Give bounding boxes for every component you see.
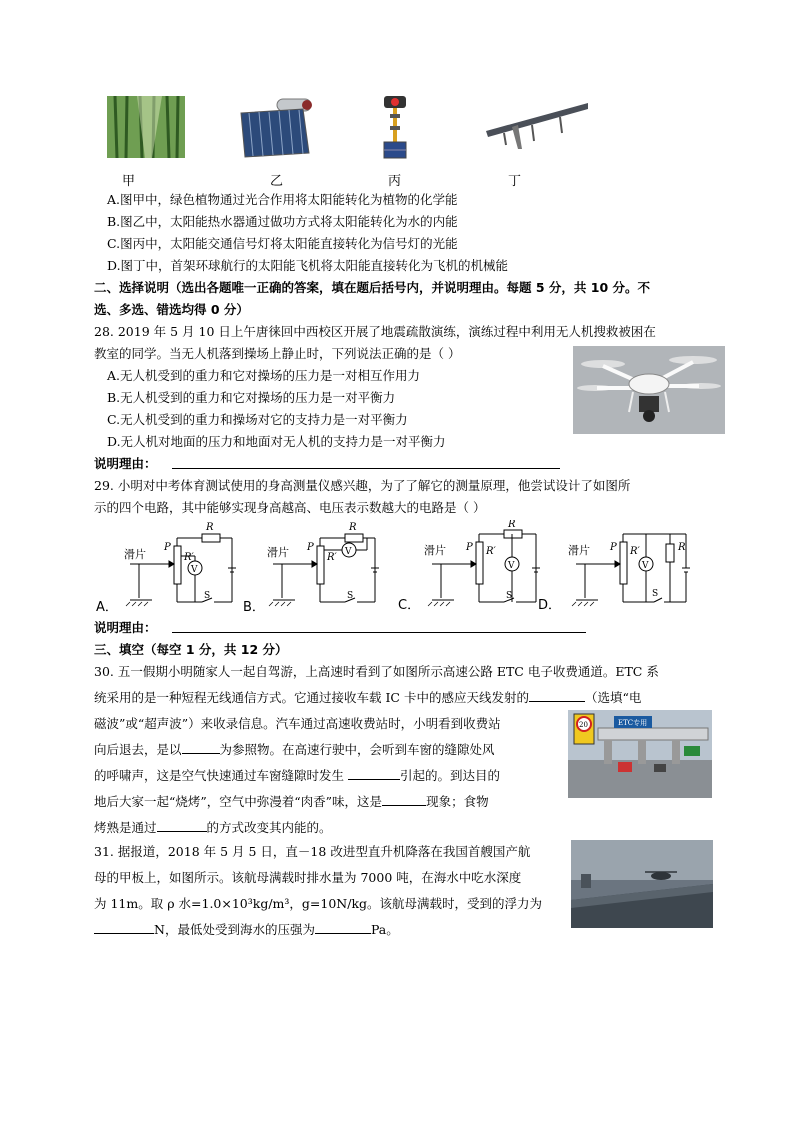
q29-line1: 29. 小明对中考体育测试使用的身高测量仪感兴趣，为了了解它的测量原理，他尝试设计了如图所 (94, 478, 631, 493)
q27-option-a: A.图甲中，绿色植物通过光合作用将太阳能转化为植物的化学能 (107, 192, 458, 207)
circuit-label-s: S (506, 591, 513, 601)
circuit-label-s: S (652, 589, 659, 599)
caption-jia: 甲 (122, 174, 136, 189)
circuit-label-s: S (347, 591, 354, 601)
q30-blank-4[interactable] (382, 792, 426, 806)
caption-bing: 丙 (388, 174, 402, 189)
circuit-option-d: D． (538, 598, 562, 613)
circuit-a (124, 522, 236, 606)
circuit-label-v: V (345, 547, 352, 557)
q30-line5 (94, 766, 500, 786)
circuit-label-v: V (508, 561, 515, 571)
q30-line2 (94, 688, 641, 708)
q28-option-c: C.无人机受到的重力和操场对它的支持力是一对平衡力 (107, 412, 408, 427)
circuit-label-r: R (678, 542, 686, 553)
q30-line7b-text: 的方式改变其内能的。 (206, 820, 332, 835)
caption-ding: 丁 (508, 174, 522, 189)
circuit-label-r: R (508, 520, 516, 530)
q30-line4a-text: 向后退去，是以 (94, 742, 182, 757)
q30-blank-5[interactable] (157, 818, 207, 832)
q28-option-b: B.无人机受到的重力和它对操场的压力是一对平衡力 (107, 390, 396, 405)
circuit-label-slider: 滑片 (568, 544, 590, 557)
q27-option-c: C.图丙中，太阳能交通信号灯将太阳能直接转化为信号灯的光能 (107, 236, 458, 251)
q31-line2: 母的甲板上，如图所示。该航母满载时排水量为 7000 吨，在海水中吃水深度 (94, 870, 522, 885)
circuit-label-rp: R′ (630, 546, 640, 557)
aircraft-carrier-image (571, 840, 713, 928)
circuit-label-rp: R′ (486, 546, 496, 557)
q28-option-a: A.无人机受到的重力和它对操场的压力是一对相互作用力 (107, 368, 421, 383)
q27-option-d: D.图丁中，首架环球航行的太阳能飞机将太阳能直接转化为飞机的机械能 (107, 258, 509, 273)
q31-line3: 为 11m。取 ρ 水=1.0×10³kg/m³，g=10N/kg。该航母满载时，受到的浮力为 (94, 896, 543, 911)
q31-line4a-text: N，最低处受到海水的压强为 (154, 922, 315, 937)
q30-line4b-text: 为参照物。在高速行驶中，会听到车窗的缝隙处风 (219, 742, 495, 757)
q30-line7 (94, 818, 332, 838)
circuit-label-rp: R′ (327, 552, 337, 563)
q31-line1: 31. 据报道，2018 年 5 月 5 日，直－18 改进型直升机降落在我国首艘国产航 (94, 844, 531, 859)
circuit-label-slider: 滑片 (424, 544, 446, 557)
circuit-option-b: B． (243, 600, 265, 615)
circuit-label-p: P (307, 542, 314, 553)
q28-option-d: D.无人机对地面的压力和地面对无人机的支持力是一对平衡力 (107, 434, 446, 449)
circuit-d (568, 534, 690, 606)
q29-reason-label (94, 618, 157, 638)
q30-line7a-text: 烤熟是通过 (94, 820, 157, 835)
q28-line1: 28. 2019 年 5 月 10 日上午唐徕回中西校区开展了地震疏散演练，演练过程中利用无人机搜救被困在 (94, 324, 656, 339)
section3-heading: 三、填空（每空 1 分，共 12 分） (94, 642, 288, 657)
circuit-label-v: V (191, 565, 198, 575)
q30-line6 (94, 792, 489, 812)
q29-reason-blank[interactable] (172, 632, 586, 633)
solar-water-heater-image (235, 95, 315, 158)
speed-limit-sign-text: 20 (579, 721, 588, 729)
q30-line5a-text: 的呼啸声，这是空气快速通过车窗缝隙时发生 (94, 768, 348, 783)
circuit-label-r: R (349, 522, 357, 533)
etc-toll-station-image (568, 710, 712, 798)
circuit-option-c: C． (398, 598, 421, 613)
circuit-label-r: R (206, 522, 214, 533)
q31-blank-1[interactable] (94, 920, 154, 934)
q30-line4 (94, 740, 495, 760)
circuit-label-p: P (466, 542, 473, 553)
q27-option-b: B.图乙中，太阳能热水器通过做功方式将太阳能转化为水的内能 (107, 214, 458, 229)
circuit-label-s: S (204, 591, 211, 601)
circuit-label-rp: R′ (184, 552, 194, 563)
bamboo-forest-image (107, 96, 185, 158)
q28-line2: 教室的同学。当无人机落到操场上静止时，下列说法正确的是（ ） (94, 346, 461, 361)
q31-line4 (94, 920, 399, 940)
circuit-label-slider: 滑片 (267, 546, 289, 559)
solar-airplane-image (484, 97, 590, 152)
q30-line6a-text: 地后大家一起“烧烤”，空气中弥漫着“肉香”味，这是 (94, 794, 383, 809)
section2-heading-line1: 二、选择说明（选出各题唯一正确的答案，填在题后括号内，并说明理由。每题 5 分，共 10 分。不 (94, 280, 651, 295)
drone-image (573, 346, 725, 434)
q30-line6b-text: 现象；食物 (426, 794, 489, 809)
circuit-diagrams (94, 520, 694, 615)
q30-blank-2[interactable] (182, 740, 220, 754)
q29-line2: 示的四个电路，其中能够实现身高越高、电压表示数越大的电路是（ ） (94, 500, 486, 515)
q31-line4b-text: Pa。 (370, 922, 399, 937)
section2-heading-line2: 选、多选、错选均得 0 分） (94, 302, 249, 317)
circuit-label-slider: 滑片 (124, 548, 146, 561)
circuit-label-v: V (642, 561, 649, 571)
q30-line3: 磁波”或“超声波”）来收录信息。汽车通过高速收费站时，小明看到收费站 (94, 716, 501, 731)
circuit-label-p: P (164, 542, 171, 553)
q28-reason-blank[interactable] (172, 468, 560, 469)
circuit-b (267, 522, 379, 606)
q30-blank-3[interactable] (348, 766, 400, 780)
circuit-option-a: A． (96, 600, 118, 615)
q28-reason-label (94, 454, 157, 474)
q31-blank-2[interactable] (315, 920, 371, 934)
circuit-label-p: P (610, 542, 617, 553)
etc-sign-text: ETC专用 (618, 719, 648, 727)
q30-line2b-text: （选填“电 (584, 690, 642, 705)
q30-line1: 30. 五一假期小明随家人一起自驾游，上高速时看到了如图所示高速公路 ETC 电子收费通道。ETC 系 (94, 664, 659, 679)
circuit-c (424, 520, 540, 606)
solar-traffic-light-image (378, 94, 412, 160)
q30-line5b-text: 引起的。到达目的 (399, 768, 500, 783)
caption-yi: 乙 (270, 174, 284, 189)
q30-blank-1[interactable] (529, 688, 585, 702)
q30-line2-text: 统采用的是一种短程无线通信方式。它通过接收车载 IC 卡中的感应天线发射的 (94, 690, 529, 705)
q29-reason-label-text: 说明理由： (94, 620, 157, 635)
q28-reason-label-text: 说明理由： (94, 456, 157, 471)
